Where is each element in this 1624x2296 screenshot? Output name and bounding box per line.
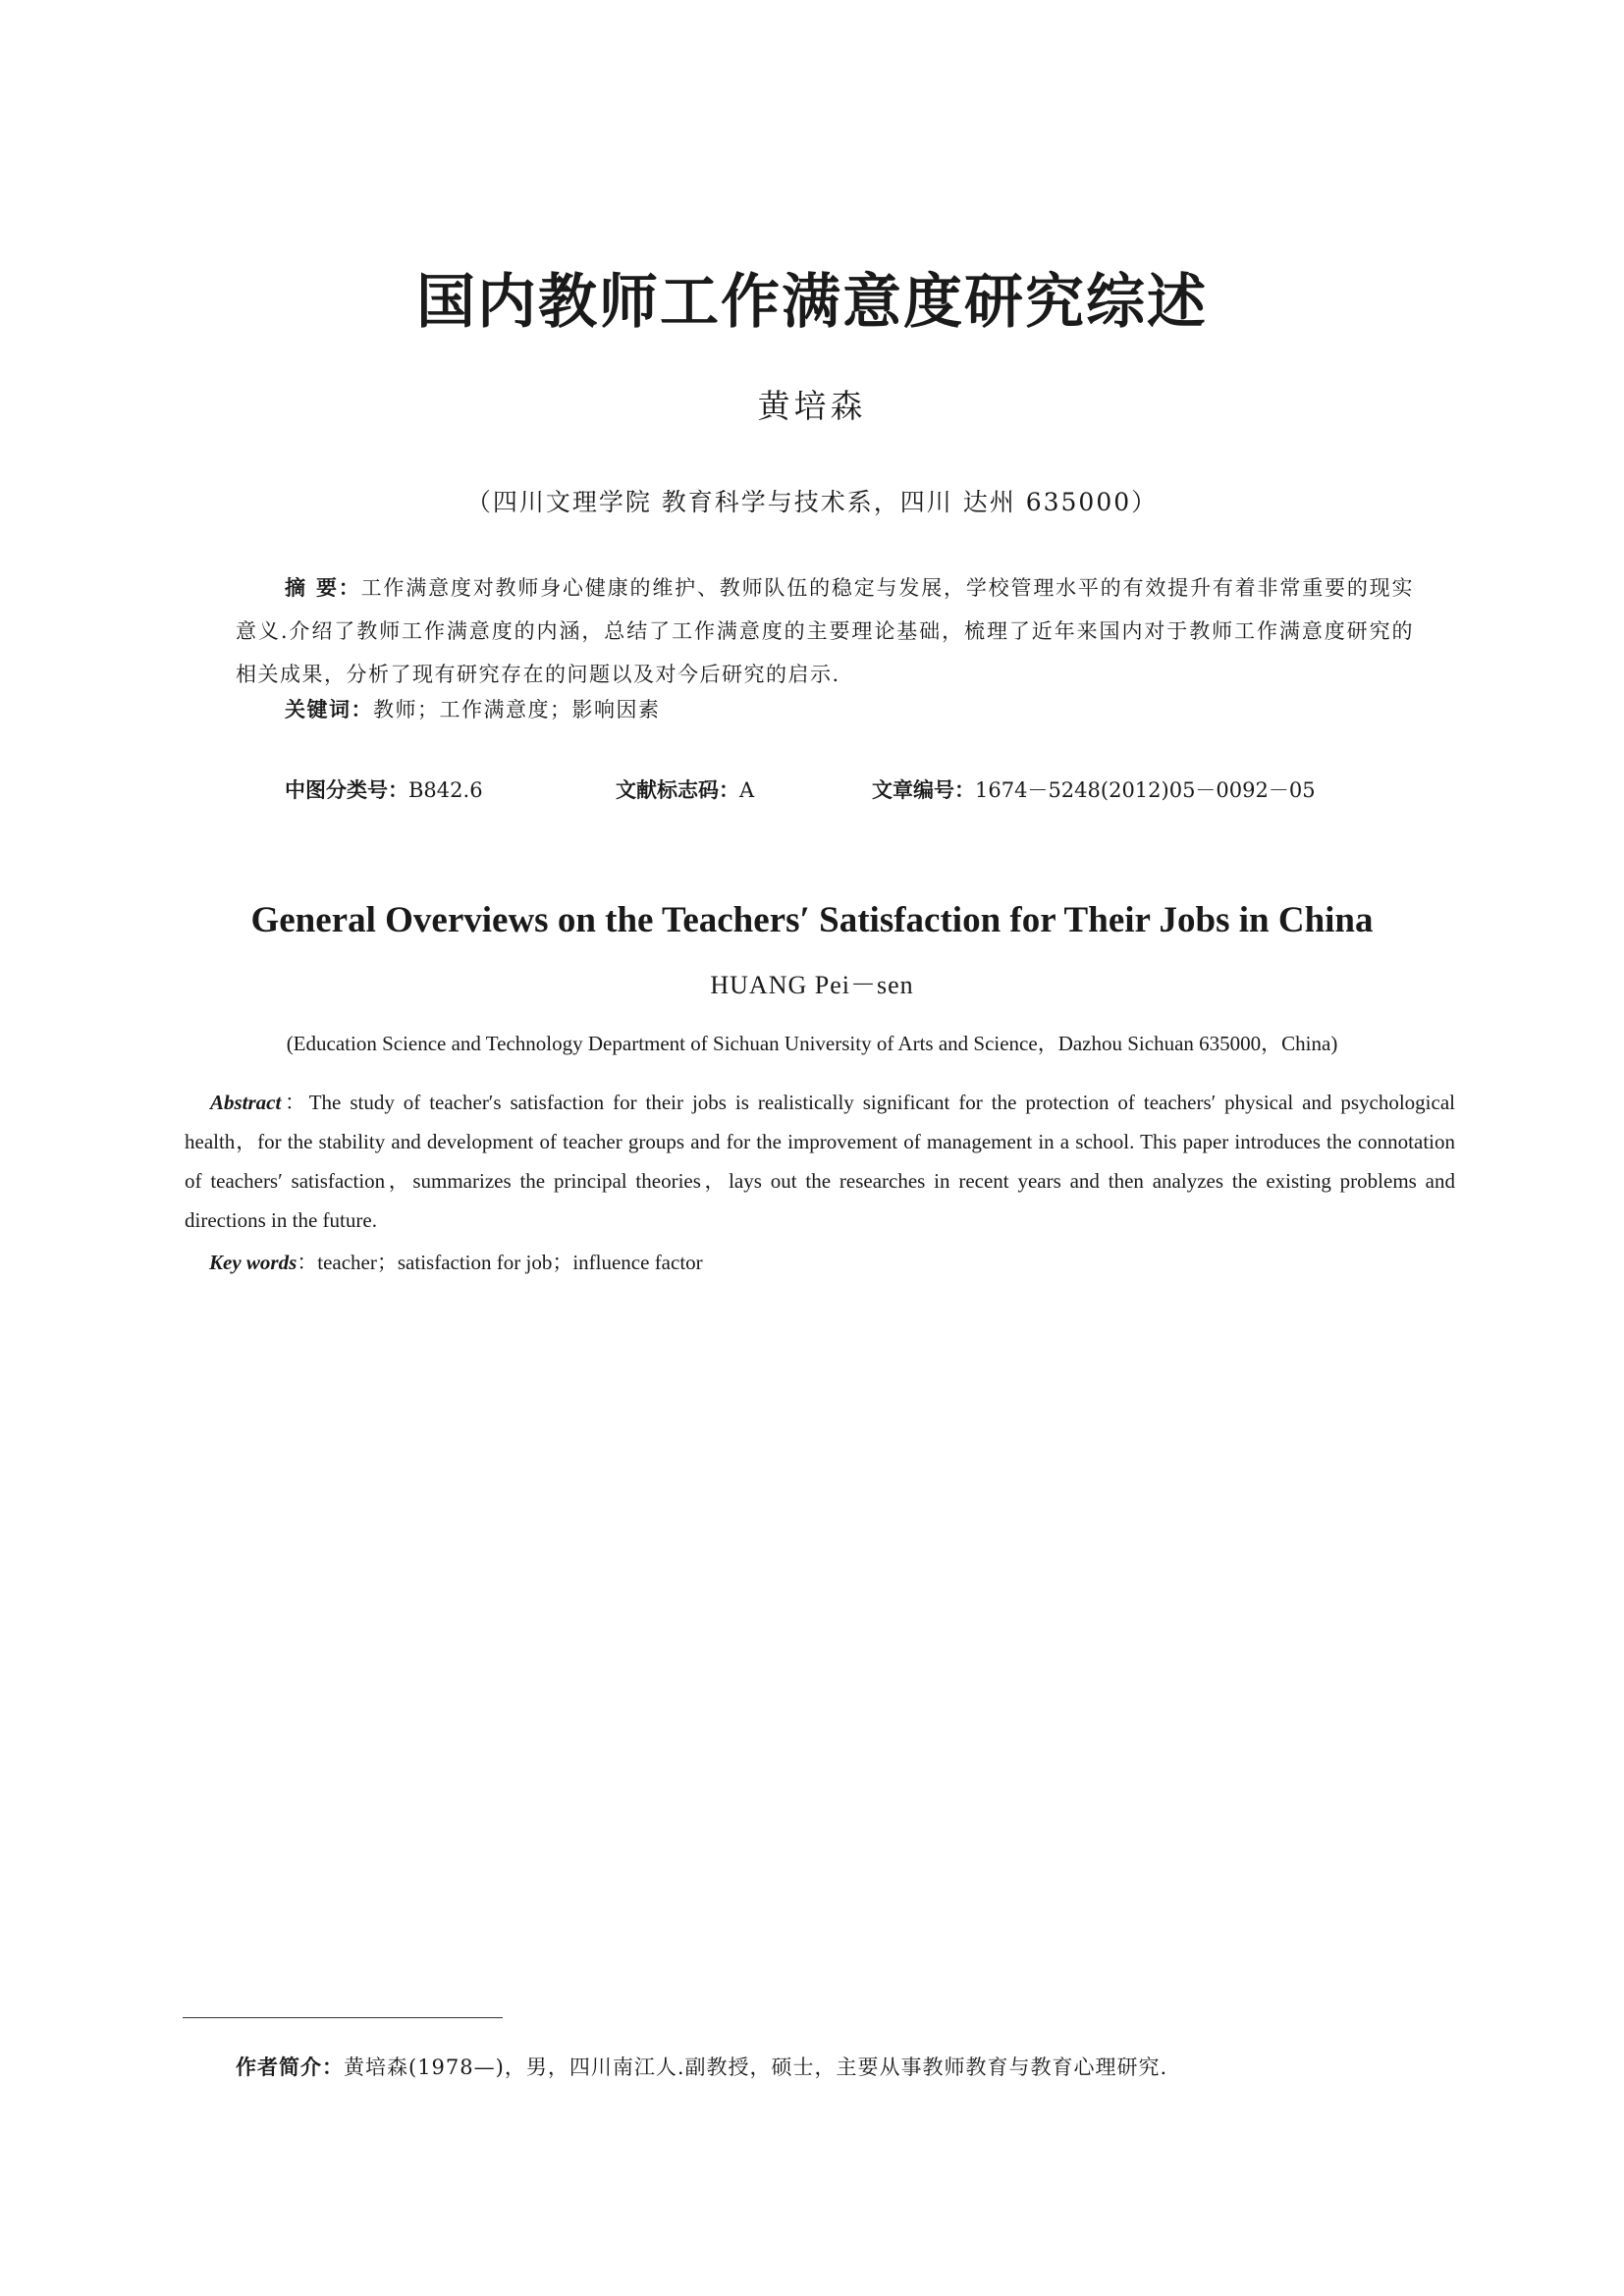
document-code-label: 文献标志码：	[616, 778, 739, 802]
footnote-label: 作者简介：	[236, 2056, 344, 2079]
footnote-text: 黄培森(1978—)，男，四川南江人.副教授，硕士，主要从事教师教育与教育心理研究.	[344, 2056, 1168, 2079]
english-title: General Overviews on the Teachers′ Satisfaction for Their Jobs in China	[250, 900, 1374, 940]
chinese-title: 国内教师工作满意度研究综述	[416, 268, 1208, 337]
english-author: HUANG Pei－sen	[710, 971, 914, 999]
document-code-value: A	[739, 778, 755, 802]
footnote-divider	[183, 2017, 503, 2018]
chinese-keywords	[285, 688, 661, 731]
article-number-label: 文章编号：	[872, 778, 975, 802]
english-abstract-label: Abstract	[210, 1091, 282, 1114]
english-abstract-text: ：The study of teacher′s satisfaction for their jobs is realistically significant for the protection of teachers′ physical and psychological health，for the stability and development of teacher groups and for the improvement of management in a school. This paper introduces the connotation of teachers′ satisfaction，summarizes the principal theories，lays out the researches in recent years and then analyzes the existing problems and directions in the future.	[185, 1091, 1455, 1232]
chinese-keywords-text: 教师；工作满意度；影响因素	[373, 698, 661, 721]
chinese-abstract-label: 摘 要：	[285, 576, 361, 600]
english-affiliation: (Education Science and Technology Department of Sichuan University of Arts and Science，Dazhou Sichuan 635000，China)	[286, 1032, 1338, 1055]
clc-value: B842.6	[408, 778, 483, 802]
clc-number	[285, 773, 483, 808]
document-code	[616, 773, 754, 808]
author-footnote	[236, 2050, 1167, 2085]
english-keywords-text: ：teacher；satisfaction for job；influence factor	[297, 1251, 703, 1274]
english-keywords-label: Key words	[209, 1251, 298, 1274]
chinese-keywords-label: 关键词：	[285, 698, 373, 721]
english-keywords	[209, 1243, 703, 1282]
article-number	[872, 773, 1316, 808]
chinese-abstract	[236, 566, 1414, 696]
chinese-abstract-text: 工作满意度对教师身心健康的维护、教师队伍的稳定与发展，学校管理水平的有效提升有着非常重要的现实意义.介绍了教师工作满意度的内涵，总结了工作满意度的主要理论基础，梳理了近年来国内对于教师工作满意度研究的相关成果，分析了现有研究存在的问题以及对今后研究的启示.	[236, 576, 1414, 686]
chinese-author: 黄培森	[757, 387, 867, 425]
article-number-value: 1674－5248(2012)05－0092－05	[975, 778, 1316, 802]
english-abstract	[185, 1083, 1455, 1240]
clc-label: 中图分类号：	[285, 778, 408, 802]
chinese-affiliation: （四川文理学院 教育科学与技术系，四川 达州 635000）	[465, 488, 1159, 516]
